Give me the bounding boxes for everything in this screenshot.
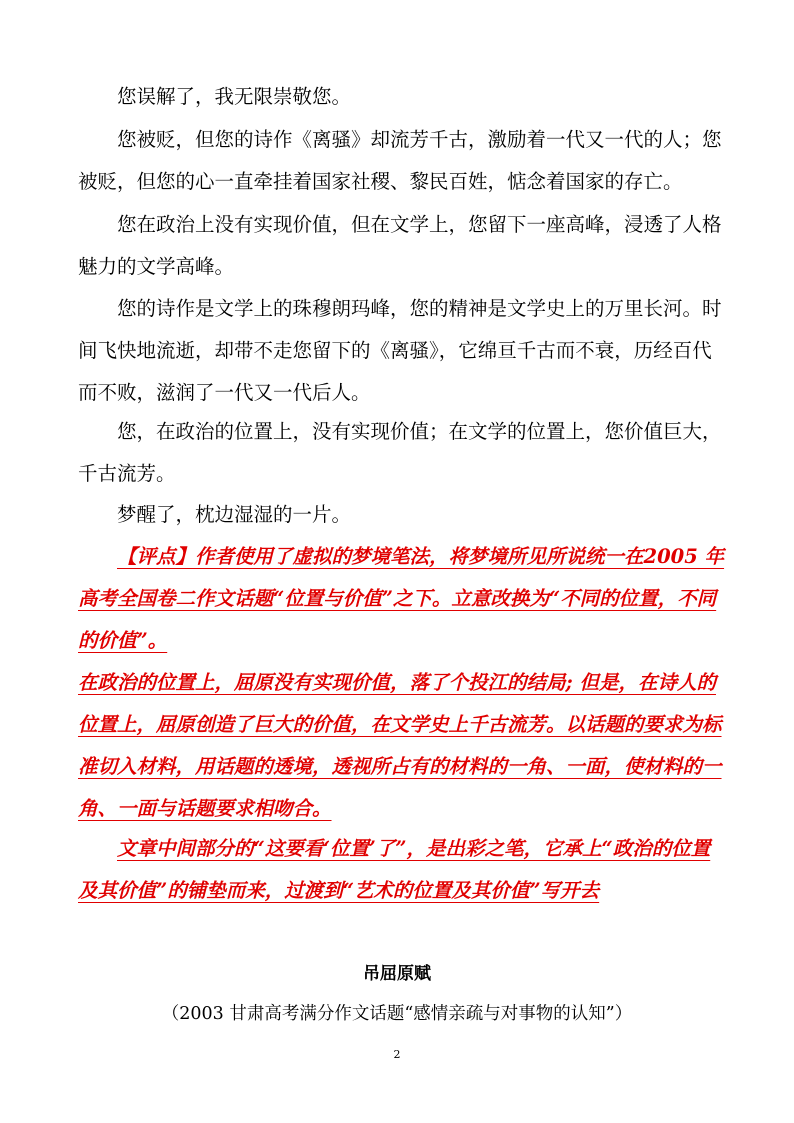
paragraph-6: 梦醒了，枕边湿湿的一片。	[117, 503, 352, 526]
paragraph-1: 您误解了，我无限崇敬您。	[117, 85, 352, 108]
paragraph-5: 您，在政治的位置上，没有实现价值；在文学的位置上，您价值巨大，千古流芳。	[78, 420, 722, 485]
comment-paragraph-2: 在政治的位置上，屈原没有实现价值，落了个投江的结局; 但是，在诗人的位置上，屈原创造了巨大的价值，在文学史上千古流芳。以话题的要求为标准切入材料，用话题的透境，透视所占有的材料的一角、一面，使材料的一角、一面与话题要求相吻合。	[78, 671, 722, 820]
next-essay-title: 吊屈原赋	[363, 964, 431, 984]
comment-paragraph-1: 【评点】作者使用了虚拟的梦境笔法，将梦境所见所说统一在2005 年高考全国卷二作文话题“位置与价值”之下。立意改换为“不同的位置，不同的价值”。	[78, 545, 725, 652]
paragraph-2: 您被贬，但您的诗作《离骚》却流芳千古，激励着一代又一代的人；您被贬，但您的心一直牵挂着国家社稷、黎民百姓，惦念着国家的存亡。	[78, 128, 722, 193]
page-number: 2	[393, 1048, 401, 1061]
next-essay-subtitle: （2003 甘肃高考满分作文话题“感情亲疏与对事物的认知”）	[161, 1004, 633, 1024]
paragraph-3: 您在政治上没有实现价值，但在文学上，您留下一座高峰，浸透了人格魅力的文学高峰。	[78, 213, 722, 278]
comment-paragraph-3: 文章中间部分的“这要看‘位置’了”，是出彩之笔，它承上“政治的位置及其价值”的铺垫而来，过渡到“艺术的位置及其价值”写开去	[78, 837, 711, 902]
paragraph-4: 您的诗作是文学上的珠穆朗玛峰，您的精神是文学史上的万里长河。时间飞快地流逝，却带不走您留下的《离骚》，它绵亘千古而不衰，历经百代而不败，滋润了一代又一代后人。	[78, 297, 722, 404]
